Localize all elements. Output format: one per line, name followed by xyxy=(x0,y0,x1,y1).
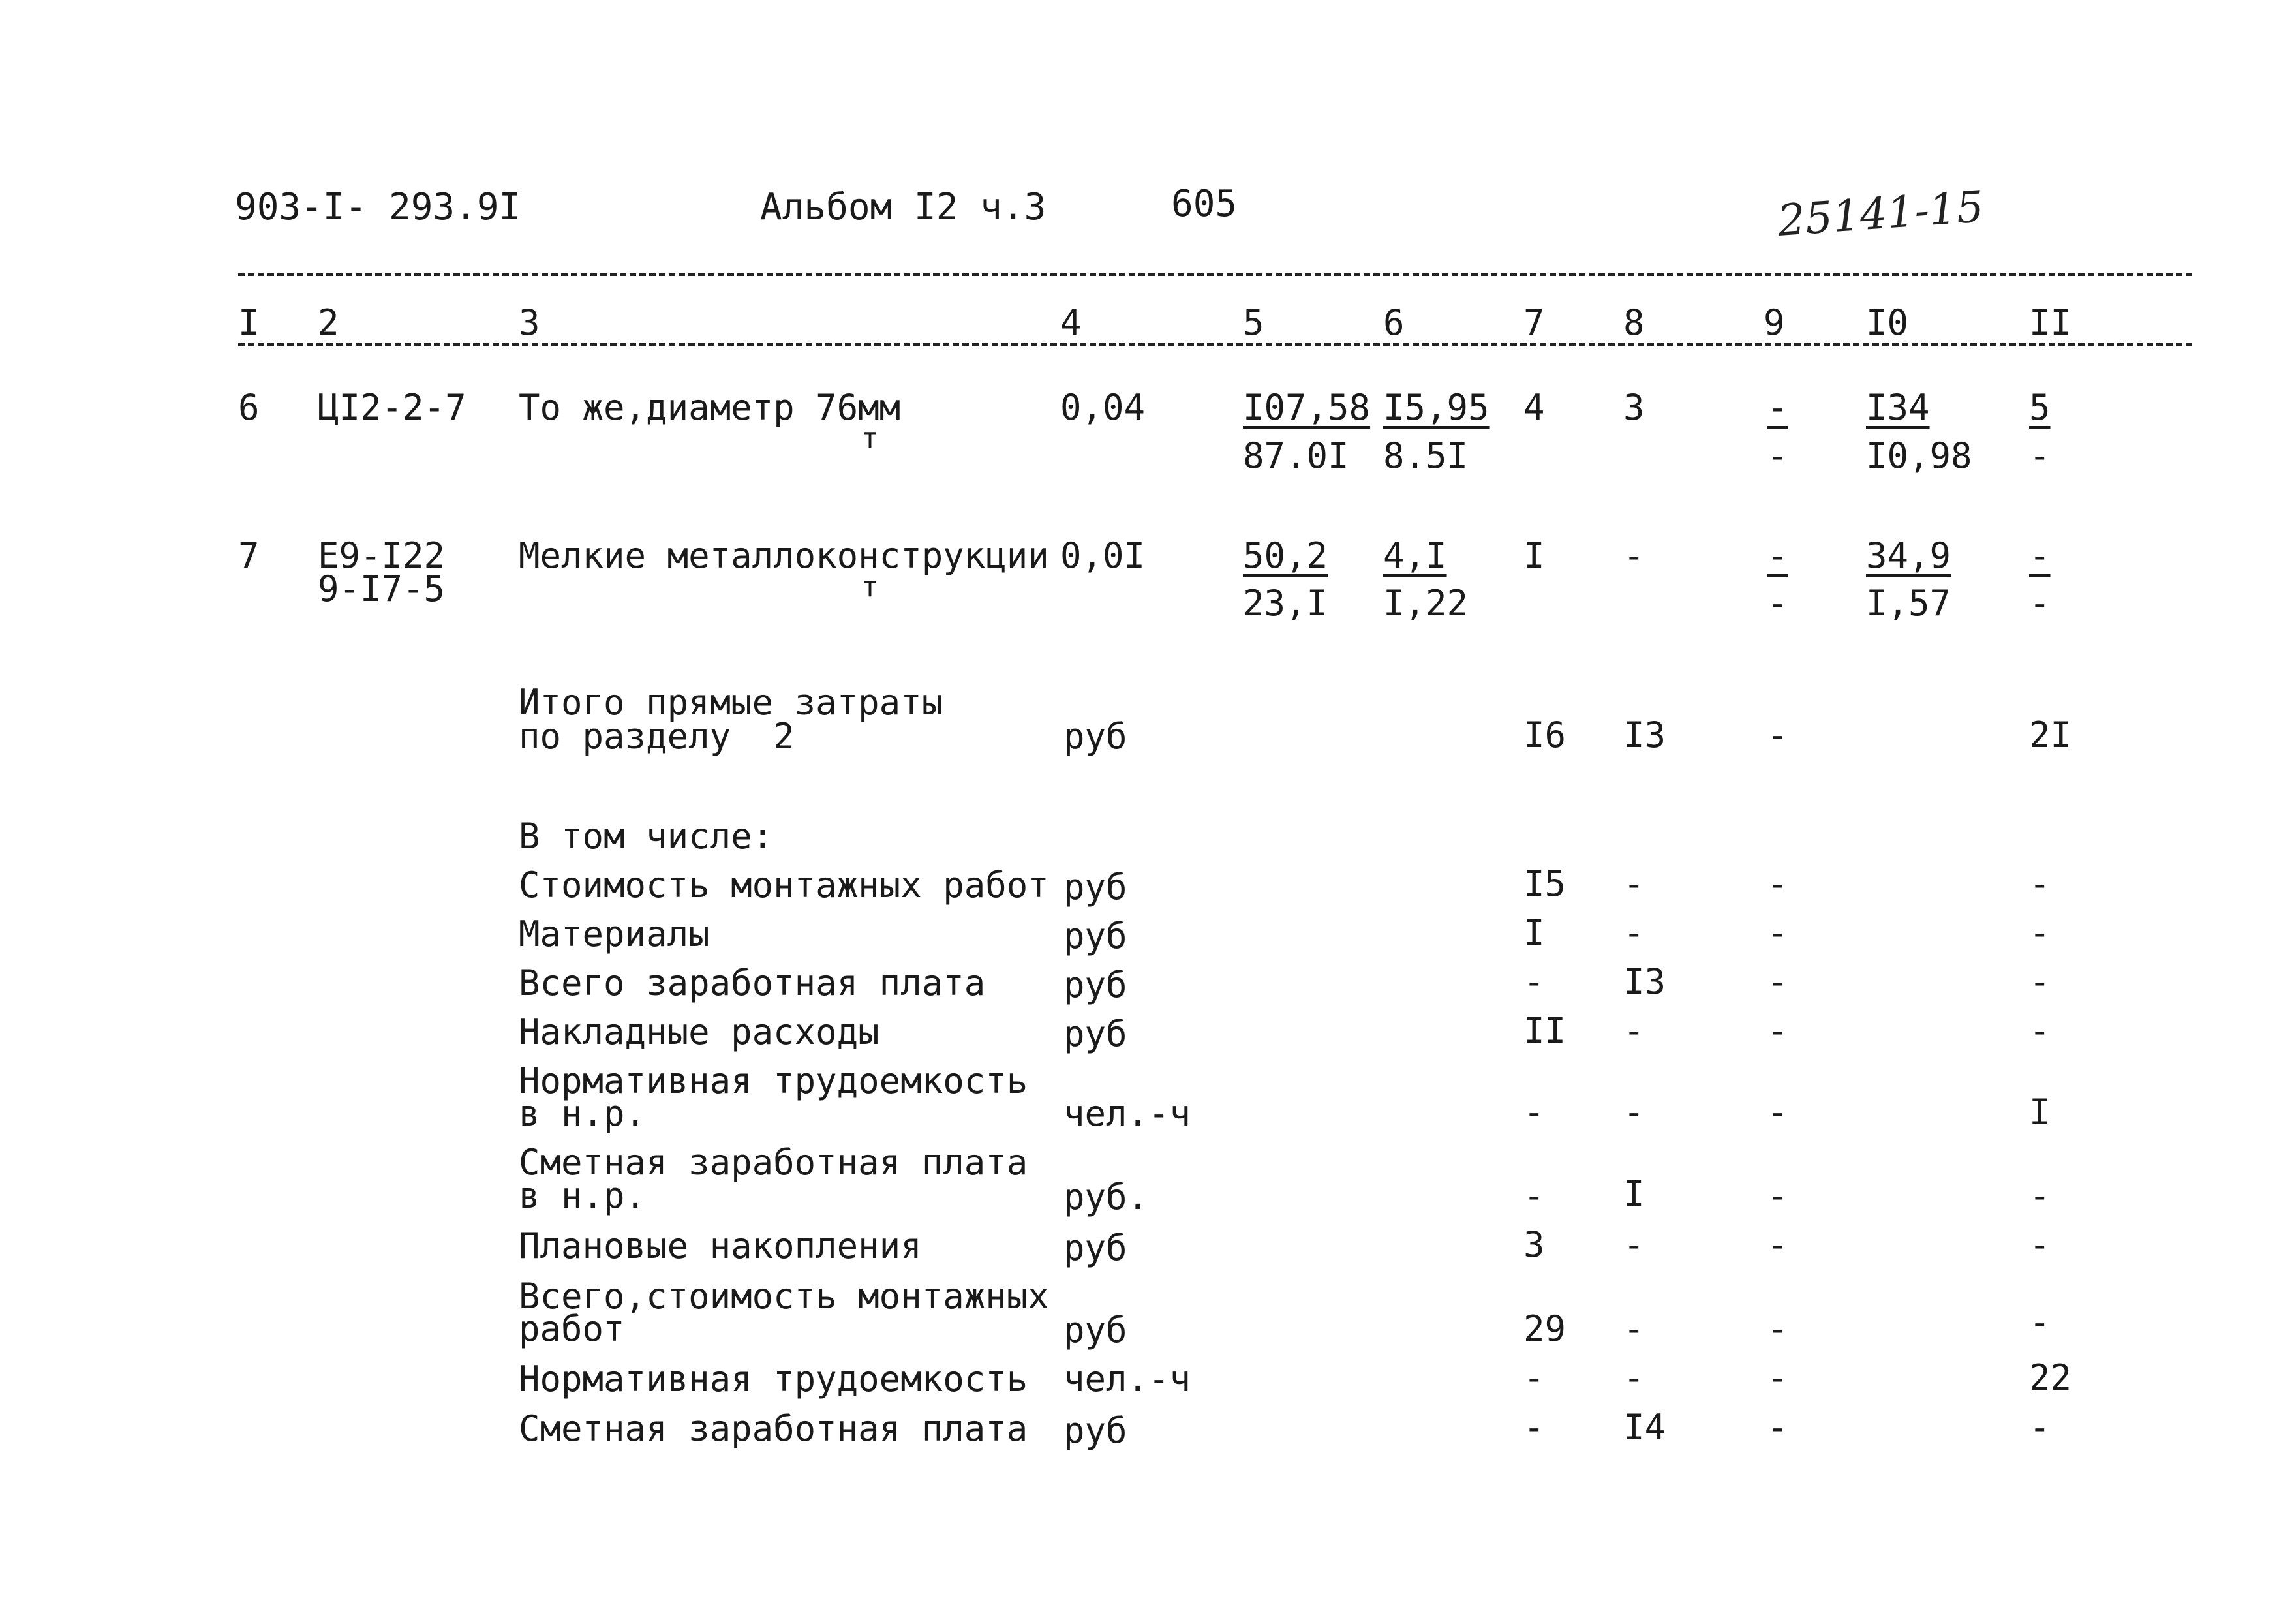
list-item-col8: - xyxy=(1623,1308,1645,1349)
list-item-col9: - xyxy=(1767,1175,1788,1216)
row-qty: 0,0I xyxy=(1060,535,1146,576)
cell-col9-bottom: - xyxy=(1767,435,1788,476)
row-number: 6 xyxy=(238,387,260,428)
list-item-col11: I xyxy=(2029,1092,2051,1133)
column-header: 7 xyxy=(1523,302,1545,343)
list-item-col9: - xyxy=(1767,961,1788,1002)
list-item-col9: - xyxy=(1767,1092,1788,1133)
cell-col8: 3 xyxy=(1623,387,1645,428)
list-item-col11: - xyxy=(2029,1175,2051,1216)
list-item-col7: - xyxy=(1523,1357,1545,1398)
list-item-label: Стоимость монтажных работ xyxy=(519,865,1049,906)
cell-col9-top: - xyxy=(1767,535,1788,576)
list-item-label: Материалы xyxy=(519,913,710,955)
list-item-col7: - xyxy=(1523,1092,1545,1133)
column-header: 2 xyxy=(318,302,339,343)
list-item-col8: - xyxy=(1623,863,1645,904)
cell-col9-top: - xyxy=(1767,387,1788,428)
list-item-col9: - xyxy=(1767,912,1788,953)
column-header: 6 xyxy=(1383,302,1405,343)
list-item-col7: - xyxy=(1523,961,1545,1002)
list-item-col9: - xyxy=(1767,1407,1788,1448)
list-item-label-line2: работ xyxy=(519,1308,625,1349)
list-item-col9: - xyxy=(1767,1010,1788,1051)
row-unit: т xyxy=(861,421,879,455)
row-name: Мелкие металлоконструкции xyxy=(519,535,1049,576)
column-header: 4 xyxy=(1060,302,1082,343)
cell-col7: 4 xyxy=(1523,387,1545,428)
including-label: В том числе: xyxy=(519,816,774,857)
cell-col6-bottom: I,22 xyxy=(1383,583,1469,624)
list-item-col8: I4 xyxy=(1623,1407,1666,1448)
handwritten-reference: 25141-15 xyxy=(1776,181,1986,246)
cell-col10-bottom: I,57 xyxy=(1866,583,1951,624)
list-item-unit: руб xyxy=(1063,1410,1127,1451)
cell-col11-top: 5 xyxy=(2029,387,2051,428)
list-item-label: Всего,стоимость монтажных xyxy=(519,1276,1049,1317)
cell-col7: I xyxy=(1523,535,1545,576)
header-dashed-rule xyxy=(238,343,2192,346)
cell-col5-bottom: 87.0I xyxy=(1243,435,1349,476)
column-header: I xyxy=(238,302,260,343)
cell-col5-bottom: 23,I xyxy=(1243,583,1328,624)
list-item-unit: чел.-ч xyxy=(1063,1093,1191,1134)
list-item-label: Нормативная трудоемкость xyxy=(519,1060,1028,1101)
cell-col8: - xyxy=(1623,535,1645,576)
list-item-col11: - xyxy=(2029,1407,2051,1448)
list-item-unit: руб xyxy=(1063,1227,1127,1268)
column-header: I0 xyxy=(1866,302,1909,343)
total-unit: руб xyxy=(1063,716,1127,757)
cell-col5-top: 50,2 xyxy=(1243,535,1328,576)
column-header: 3 xyxy=(519,302,540,343)
row-code: Е9-I22 xyxy=(318,535,446,576)
total-col8: I3 xyxy=(1623,714,1666,756)
row-number: 7 xyxy=(238,535,260,576)
row-code-secondary: 9-I7-5 xyxy=(318,568,446,609)
list-item-col8: - xyxy=(1623,1092,1645,1133)
list-item-col7: II xyxy=(1523,1010,1566,1051)
cell-col10-top: 34,9 xyxy=(1866,535,1951,576)
row-code: ЦI2-2-7 xyxy=(318,387,466,428)
total-label-line2: по разделу 2 xyxy=(519,716,795,757)
total-col7: I6 xyxy=(1523,714,1566,756)
list-item-unit: руб xyxy=(1063,964,1127,1005)
list-item-col11: - xyxy=(2029,1010,2051,1051)
list-item-col11: - xyxy=(2029,1302,2051,1343)
column-header: 9 xyxy=(1764,302,1785,343)
page-number: 605 xyxy=(1171,183,1238,225)
list-item-col8: I3 xyxy=(1623,961,1666,1002)
list-item-col7: 3 xyxy=(1523,1224,1545,1265)
list-item-col11: 22 xyxy=(2029,1357,2072,1398)
total-label: Итого прямые затраты xyxy=(519,682,943,723)
list-item-col9: - xyxy=(1767,1224,1788,1265)
list-item-col7: I5 xyxy=(1523,863,1566,904)
list-item-col8: - xyxy=(1623,912,1645,953)
list-item-col8: - xyxy=(1623,1224,1645,1265)
list-item-label: Нормативная трудоемкость xyxy=(519,1358,1028,1400)
list-item-unit: руб xyxy=(1063,1013,1127,1054)
column-header: 8 xyxy=(1623,302,1645,343)
list-item-unit: руб xyxy=(1063,1310,1127,1351)
cell-col10-top: I34 xyxy=(1866,387,1930,428)
list-item-unit: руб xyxy=(1063,866,1127,908)
list-item-label: Плановые накопления xyxy=(519,1225,922,1266)
column-header: 5 xyxy=(1243,302,1264,343)
list-item-label-line2: в н.р. xyxy=(519,1175,647,1216)
cell-col6-top: 4,I xyxy=(1383,535,1447,576)
column-header: II xyxy=(2029,302,2072,343)
list-item-col8: I xyxy=(1623,1173,1645,1214)
row-unit: т xyxy=(861,570,879,604)
list-item-col9: - xyxy=(1767,863,1788,904)
cell-col5-top: I07,58 xyxy=(1243,387,1371,428)
list-item-col9: - xyxy=(1767,1357,1788,1398)
row-name: То же,диаметр 76мм xyxy=(519,387,901,428)
top-dashed-rule xyxy=(238,273,2192,276)
list-item-col11: - xyxy=(2029,863,2051,904)
album-label: Альбом I2 ч.3 xyxy=(760,186,1047,228)
cell-col6-bottom: 8.5I xyxy=(1383,435,1469,476)
list-item-col11: - xyxy=(2029,1224,2051,1265)
list-item-unit: руб xyxy=(1063,915,1127,957)
list-item-col7: I xyxy=(1523,912,1545,953)
list-item-unit: чел.-ч xyxy=(1063,1358,1191,1400)
row-qty: 0,04 xyxy=(1060,387,1146,428)
list-item-label-line2: в н.р. xyxy=(519,1093,647,1134)
cell-col11-bottom: - xyxy=(2029,583,2051,624)
list-item-col8: - xyxy=(1623,1010,1645,1051)
cell-col11-bottom: - xyxy=(2029,435,2051,476)
list-item-col8: - xyxy=(1623,1357,1645,1398)
cell-col6-top: I5,95 xyxy=(1383,387,1490,428)
total-col9: - xyxy=(1767,714,1788,756)
list-item-col9: - xyxy=(1767,1308,1788,1349)
cell-col11-top: - xyxy=(2029,535,2051,576)
list-item-col7: 29 xyxy=(1523,1308,1566,1349)
list-item-label: Сметная заработная плата xyxy=(519,1408,1028,1449)
list-item-col11: - xyxy=(2029,912,2051,953)
cell-col10-bottom: I0,98 xyxy=(1866,435,1972,476)
cell-col9-bottom: - xyxy=(1767,583,1788,624)
list-item-label: Всего заработная плата xyxy=(519,962,986,1004)
list-item-col11: - xyxy=(2029,961,2051,1002)
document-code: 903-I- 293.9I xyxy=(235,186,521,228)
list-item-col7: - xyxy=(1523,1407,1545,1448)
total-col11: 2I xyxy=(2029,714,2072,756)
list-item-label: Накладные расходы xyxy=(519,1011,879,1052)
list-item-label: Сметная заработная плата xyxy=(519,1142,1028,1183)
list-item-unit: руб. xyxy=(1063,1176,1149,1218)
list-item-col7: - xyxy=(1523,1175,1545,1216)
